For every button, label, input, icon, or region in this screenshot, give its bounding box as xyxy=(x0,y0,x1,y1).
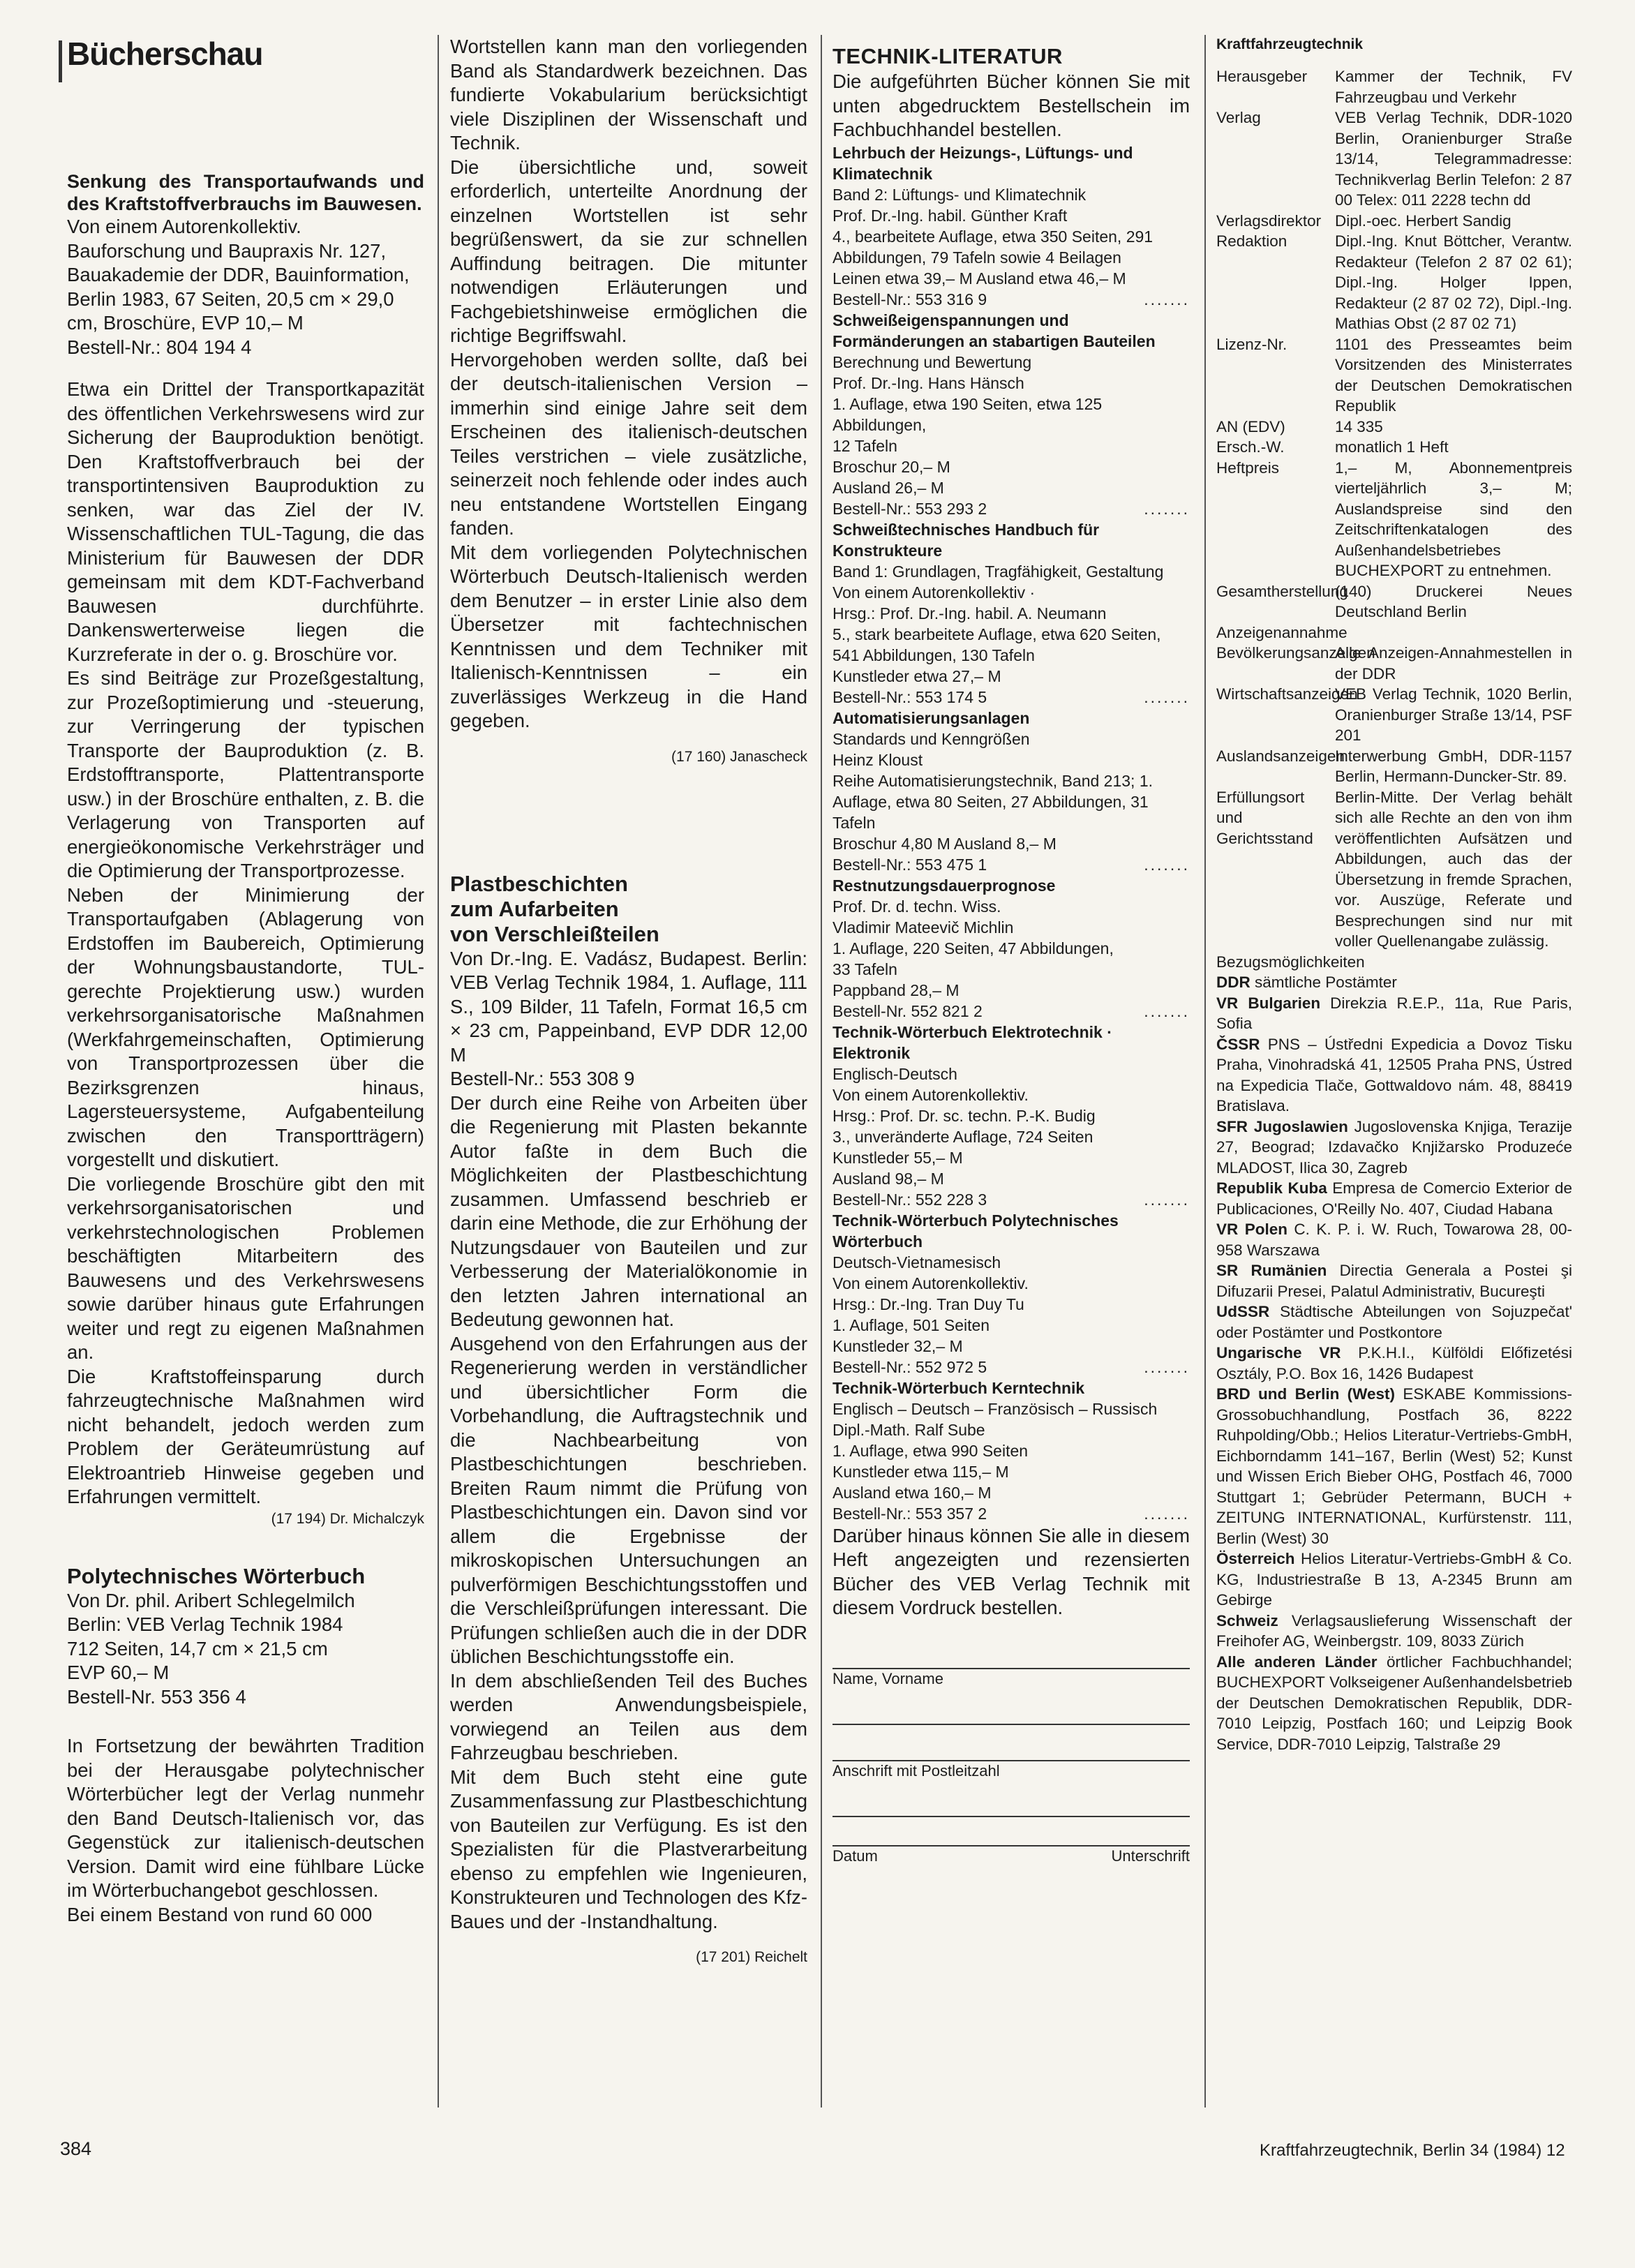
distributor-text: sämtliche Postämter xyxy=(1255,973,1397,991)
distributor-text: örtlicher Fachbuchhandel; BUCHEXPORT Volkseigener Außenhandelsbetrieb der Deutschen Demokratischen Republik, DDR-7010 Leipzig, Postfach 160; und Leipzig Book Service, DDR-7010 Leipzig, Talstraße 29 xyxy=(1216,1652,1573,1753)
review-order-number: Bestell-Nr.: 553 308 9 xyxy=(450,1068,635,1089)
review-body: Etwa ein Drittel der Transportkapazität des öffentlichen Verkehrswesens wird zur Sicherung der Bauproduktion benötigt. Den Kraftstoffverbrauch bei der transportintensiven Bauproduktion zu senken, war das Ziel der IV. Wissenschaftlichen TUL-Tagung, die das Ministerium für Bauwesen der DDR gemeinsam mit dem KDT-Fachverband Bauwesen durchführte. Dankenswerterweise liegen die Kurzreferate in der o. g. Broschüre vor. Es sind Beiträge zur Prozeßgestaltung, zur Prozeßoptimierung und -steuerung, zur Verringerung der typischen Transporte der Bauproduktion (z. B. Erdstofftransporte, Plattentransporte usw.) in der Broschüre enthalten, z. B. die Verlagerung von Transporten auf energieökonomische Verkehrsträger und die Optimierung der Transportprozesse. Neben der Minimierung der Transportaufgaben (Ablagerung von Erdstoffen im Baubereich, Optimierung der Wohnungsbaustandorte, TUL-gerechte Projektierung usw.) wurden verkehrsorganisatorische Maßnahmen (Werkfahrgemeinschaften, Optimierung von Transportprozessen über die Bezirksgrenzen hinaus, Lagersteuersysteme, Aufgabenteilung zwischen den Transportträgern) vorgestellt und diskutiert. Die vorliegende Broschüre gibt den mit verkehrsorganisatorischen und verkehrstechnologischen Problemen beschäftigten Mitarbeitern des Bauwesens und des Verkehrswesens sowie darüber hinaus gute Erfahrungen weiter und regt zu eigenen Maßnahmen an. Die Kraftstoffeinsparung durch fahrzeugtechnische Maßnahmen wird nicht behandelt, jedoch werden zum Problem der Geräteumrüstung auf Elektroantrieb Hinweise gegeben und Erfahrungen vermittelt. xyxy=(67,378,424,1507)
book-detail: Deutsch-Vietnamesisch xyxy=(833,1253,1001,1271)
book-detail: Broschur 20,– M xyxy=(833,457,950,476)
imprint-value: (140) Druckerei Neues Deutschland Berlin xyxy=(1335,582,1572,620)
book-detail: Reihe Automatisierungstechnik, Band 213; 1. Auflage, etwa 80 Seiten, 27 Abbildungen, 31 Tafeln xyxy=(833,771,1154,832)
name-field-label: Name, Vorname xyxy=(833,1669,943,1687)
date-label: Datum xyxy=(833,1847,878,1865)
distributor-text: PNS – Ústředni Expedicia a Dovoz Tisku Praha, Vinohradská 41, 12505 Praha PNS, Ústred na Expedicia Tlače, Gottwaldovo nám. 48, 88419 Bratislava. xyxy=(1216,1035,1572,1114)
subscription-entry xyxy=(1216,1034,1572,1117)
ads-table xyxy=(1216,643,1572,952)
book-detail: 1. Auflage, 220 Seiten, 47 Abbildungen, xyxy=(833,939,1114,957)
country-name: ČSSR xyxy=(1216,1035,1260,1053)
book-title: Technik-Wörterbuch Elektrotechnik · Elektronik xyxy=(833,1022,1112,1062)
country-name: DDR xyxy=(1216,973,1250,991)
book-order-number[interactable] xyxy=(833,1001,1190,1022)
subscription-entry xyxy=(1216,1178,1572,1219)
order-number-text: Bestell-Nr.: 552 972 5 xyxy=(833,1357,987,1376)
book-order-number[interactable] xyxy=(833,1503,1190,1524)
review-signature: (17 201) Reichelt xyxy=(696,1949,807,1965)
country-name: UdSSR xyxy=(1216,1303,1270,1320)
country-name: SFR Jugoslawien xyxy=(1216,1117,1348,1135)
book-detail: Dipl.-Math. Ralf Sube xyxy=(833,1420,985,1439)
book-detail: Pappband 28,– M xyxy=(833,980,960,999)
review-title: Senkung des Transportaufwands und des Kraftstoffverbrauchs im Bauwesen. xyxy=(67,171,424,214)
column-divider xyxy=(1204,35,1206,2107)
country-name: SR Rumänien xyxy=(1216,1262,1327,1279)
column-divider xyxy=(438,35,439,2107)
book-detail: Englisch-Deutsch xyxy=(833,1064,957,1083)
distributor-text: Direkzia R.E.P., 11a, Rue Paris, Sofia xyxy=(1216,994,1572,1032)
distributor-text: Directia Generala a Postei şi Difuzarii Presei, Palatul Administrativ, Bucureşti xyxy=(1216,1262,1572,1300)
review-signature: (17 160) Janascheck xyxy=(671,748,807,765)
distributor-text: Helios Literatur-Vertriebs-GmbH & Co. KG, Industriestraße B 13, A-2345 Brunn am Gebirge xyxy=(1216,1550,1572,1609)
book-detail: 12 Tafeln xyxy=(833,436,897,455)
imprint-value: Alle Anzeigen-Annahmestellen in der DDR xyxy=(1335,644,1572,682)
column-3 xyxy=(833,35,1190,1866)
book-detail: 1. Auflage, etwa 190 Seiten, etwa 125 Abbildungen, xyxy=(833,394,1103,434)
book-detail: 3., unveränderte Auflage, 724 Seiten xyxy=(833,1127,1093,1146)
imprint-key: Heftpreis xyxy=(1216,458,1280,477)
order-form-line[interactable] xyxy=(833,1636,1190,1669)
column-2 xyxy=(450,35,807,1967)
book-detail: 541 Abbildungen, 130 Tafeln xyxy=(833,646,1035,664)
imprint-key: Redaktion xyxy=(1216,232,1287,250)
intro-text: Die aufgeführten Bücher können Sie mit unten abgedrucktem Bestellschein im Fachbuchhandel bestellen. xyxy=(833,70,1190,140)
imprint-key: Verlag xyxy=(1216,109,1261,126)
review-meta: Von einem Autorenkollektiv. Bauforschung und Baupraxis Nr. 127, Bauakademie der DDR, Bauinformation, Berlin 1983, 67 Seiten, 20,5 cm × 29,0 cm, Broschüre, EVP 10,– M Bestell-Nr.: 804 194 4 xyxy=(67,216,410,358)
book-detail: Kunstleder 32,– M xyxy=(833,1336,963,1355)
order-number-text: Bestell-Nr.: 553 475 1 xyxy=(833,855,987,874)
order-number-text: Bestell-Nr.: 553 357 2 xyxy=(833,1504,987,1523)
country-name: BRD und Berlin (West) xyxy=(1216,1385,1396,1403)
book-entry xyxy=(833,1378,1190,1524)
imprint-key: Bevölkerungsanzeigen xyxy=(1216,644,1375,662)
order-quantity-field[interactable]: ....... xyxy=(1144,499,1190,518)
page-number: 384 xyxy=(60,2138,92,2159)
country-name: Ungarische VR xyxy=(1216,1344,1341,1361)
book-detail: Kunstleder 55,– M xyxy=(833,1148,963,1167)
review-signature: (17 194) Dr. Michalczyk xyxy=(271,1510,424,1527)
column-divider xyxy=(821,35,822,2107)
book-detail: Kunstleder etwa 27,– M xyxy=(833,666,1001,685)
distributor-text: ESKABE Kommissions-Grossobuchhandlung, Postfach 36, 8222 Ruhpolding/Obb.; Helios Literatur-Vertriebs-GmbH, Eichborndamm 141–167, Berlin (West) 52; Kunst und Wissen Erich Bieber OHG, Postfach 46, 7000 Stuttgart 1; Gebrüder Petermann, BUCH + ZEITUNG INTERNATIONAL, Kurfürstenstr. 111, Berlin (West) 30 xyxy=(1216,1385,1572,1547)
imprint-key: Verlagsdirektor xyxy=(1216,211,1322,230)
column-4 xyxy=(1216,35,1572,1754)
book-order-number[interactable] xyxy=(833,854,1190,875)
subscription-entry xyxy=(1216,1219,1572,1260)
imprint-title: Kraftfahrzeugtechnik xyxy=(1216,36,1364,52)
book-entry xyxy=(833,1022,1190,1210)
book-detail: Kunstleder etwa 115,– M xyxy=(833,1462,1009,1481)
order-quantity-field[interactable]: ....... xyxy=(1144,1357,1190,1376)
review-body-continued: Wortstellen kann man den vorliegenden Band als Standardwerk bezeichnen. Das fundierte Vokabularium berücksichtigt viele Disziplinen der Wissenschaft und Technik. Die übersichtliche und, soweit erforderlich, unterteilte Anordnung der einzelnen Wortstellen ist sehr begrüßenswert, da sie zur schnellen Auffindung beitragen. Die mitunter notwendigen Erläuterungen und Fachgebietshinweise ermöglichen die richtige Begriffswahl. Hervorgehoben werden sollte, daß bei der deutsch-italienischen Version – immerhin sind einige Jahre seit dem Erscheinen des italienisch-deutschen Teiles verstrichen – viele zusätzliche, seinerzeit noch fehlende oder indes auch neu entstandene Wortstellen Eingang fanden. Mit dem vorliegenden Polytechnischen Wörterbuch Deutsch-Italienisch werden dem Benutzer – in erster Linie also dem Übersetzer mit fachtechnischen Kenntnissen und dem Techniker mit Italienisch-Kenntnissen – ein zuverlässiges Werkzeug in die Hand gegeben. xyxy=(450,36,807,731)
date-signature-line[interactable] xyxy=(833,1820,1190,1847)
country-name: VR Polen xyxy=(1216,1221,1287,1238)
book-detail: Ausland etwa 160,– M xyxy=(833,1483,992,1502)
subscription-entry xyxy=(1216,1301,1572,1343)
subscription-entry xyxy=(1216,1611,1572,1652)
book-detail: Prof. Dr.-Ing. habil. Günther Kraft xyxy=(833,206,1068,225)
imprint-value: 1101 des Presseamtes beim Vorsitzenden des Ministerrates der Deutschen Demokratischen Republik xyxy=(1335,335,1572,415)
book-order-number[interactable] xyxy=(833,289,1190,310)
address-field-line[interactable] xyxy=(833,1784,1190,1817)
book-detail: Leinen etwa 39,– M Ausland etwa 46,– M xyxy=(833,269,1126,288)
imprint-key: Wirtschaftsanzeigen xyxy=(1216,685,1358,703)
imprint-table xyxy=(1216,66,1572,622)
order-quantity-field[interactable]: ....... xyxy=(1144,1001,1190,1020)
book-entry xyxy=(833,875,1190,1022)
imprint-key: Erfüllungsort und Gerichtsstand xyxy=(1216,788,1313,847)
book-title: Technik-Wörterbuch Kerntechnik xyxy=(833,1378,1085,1397)
book-detail: Von einem Autorenkollektiv · xyxy=(833,583,1036,602)
book-detail: Ausland 98,– M xyxy=(833,1169,944,1188)
order-quantity-field[interactable]: ....... xyxy=(1144,1190,1190,1209)
imprint-key: Ersch.-W. xyxy=(1216,438,1285,456)
book-detail: Von einem Autorenkollektiv. xyxy=(833,1274,1029,1292)
distributor-text: Verlagsauslieferung Wissenschaft der Freihofer AG, Weinbergstr. 109, 8033 Zürich xyxy=(1216,1611,1572,1650)
ads-heading: Anzeigenannahme xyxy=(1216,623,1347,641)
book-order-number[interactable] xyxy=(833,1357,1190,1378)
review-title: Polytechnisches Wörterbuch xyxy=(67,1563,366,1588)
signature-label: Unterschrift xyxy=(1111,1847,1190,1865)
order-quantity-field[interactable]: ....... xyxy=(1144,855,1190,874)
book-detail: Englisch – Deutsch – Französisch – Russisch xyxy=(833,1399,1158,1418)
subscription-entry xyxy=(1216,1384,1572,1549)
book-detail: Broschur 4,80 M Ausland 8,– M xyxy=(833,834,1057,853)
journal-reference: Kraftfahrzeugtechnik, Berlin 34 (1984) 12 xyxy=(1260,2141,1565,2160)
book-detail: Hrsg.: Prof. Dr. sc. techn. P.-K. Budig xyxy=(833,1106,1096,1125)
outro-text: Darüber hinaus können Sie alle in diesem Heft angezeigten und rezensierten Bücher des VEB Verlag Technik mit diesem Vordruck bestellen. xyxy=(833,1524,1190,1618)
imprint-value: Dipl.-Ing. Knut Böttcher, Verantw. Redakteur (Telefon 2 87 02 61); Dipl.-Ing. Holger Ippen, Redakteur (2 87 02 72), Dipl.-Ing. Mathias Obst (2 87 02 71) xyxy=(1335,232,1572,332)
imprint-key: Herausgeber xyxy=(1216,68,1308,85)
imprint-value: VEB Verlag Technik, 1020 Berlin, Oranienburger Straße 13/14, PSF 201 xyxy=(1335,685,1572,744)
distributor-text: Städtische Abteilungen von Sojuzpečat' oder Postämter und Postkontore xyxy=(1216,1303,1572,1341)
subscription-list xyxy=(1216,972,1572,1754)
review-meta: Von Dr. phil. Aribert Schlegelmilch Berlin: VEB Verlag Technik 1984 712 Seiten, 14,7 cm × 21,5 cm EVP 60,– M Bestell-Nr. 553 356 4 xyxy=(67,1589,355,1708)
subscription-entry xyxy=(1216,1260,1572,1301)
order-quantity-field[interactable]: ....... xyxy=(1144,687,1190,706)
subscription-entry xyxy=(1216,1117,1572,1179)
book-title: Restnutzungsdauerprognose xyxy=(833,876,1056,895)
book-order-number[interactable] xyxy=(833,1189,1190,1210)
book-entry xyxy=(833,519,1190,708)
book-entry xyxy=(833,1210,1190,1378)
address-field[interactable] xyxy=(833,1728,1190,1761)
book-entry xyxy=(833,708,1190,875)
book-order-number[interactable] xyxy=(833,498,1190,519)
review-body: Der durch eine Reihe von Arbeiten über die Regenierung mit Plasten bekannte Autor faßte in dem Buch die Möglichkeiten der Plastbeschichtung zusammen. Umfassend beschrieb er darin eine Methode, die zur Erhöhung der Nutzungsdauer von Bauteilen und zur Verbesserung der Materialökonomie in den letzten Jahren international an Bedeutung gewonnen hat. Ausgehend von den Erfahrungen aus der Regenerierung werden in verständlicher und übersichtlicher Form die Vorbehandlung, die Auftragstechnik und die Nachbearbeitung von Plastbeschichtungen beschrieben. Breiten Raum nimmt die Prüfung von Plastbeschichtungen ein. Davon sind vor allem die Ergebnisse der mikroskopischen Untersuchungen an pulverförmigen Beschichtungsstoffen und die Verschleißprüfungen interessant. Die Prüfungen schließen auch die in der DDR üblichen Beschichtungsstoffe ein. In dem abschließenden Teil des Buches werden Anwendungsbeispiele, vorwiegend an Teilen aus dem Fahrzeugbau beschrieben. Mit dem Buch steht eine gute Zusammenfassung zur Plastbeschichtung von Bauteilen zur Verfügung. Es ist den Spezialisten für die Plastverarbeitung ebenso zu empfehlen wie Ingenieuren, Konstrukteuren und Technologen des Kfz-Baues und der -Instandhaltung. xyxy=(450,1091,807,1932)
book-detail: Standards und Kenngrößen xyxy=(833,729,1030,748)
book-detail: Berechnung und Bewertung xyxy=(833,352,1032,371)
book-detail: Von einem Autorenkollektiv. xyxy=(833,1085,1029,1104)
book-title: Schweißtechnisches Handbuch für Konstrukteure xyxy=(833,520,1100,560)
book-detail: 33 Tafeln xyxy=(833,960,897,978)
book-list xyxy=(833,142,1190,1524)
country-name: Alle anderen Länder xyxy=(1216,1652,1378,1671)
book-order-number[interactable] xyxy=(833,687,1190,708)
order-number-text: Bestell-Nr.: 553 174 5 xyxy=(833,687,987,706)
subscription-entry xyxy=(1216,1549,1572,1611)
imprint-key: Gesamtherstellung xyxy=(1216,582,1348,600)
order-quantity-field[interactable]: ....... xyxy=(1144,1504,1190,1523)
imprint-value: Interwerbung GmbH, DDR-1157 Berlin, Hermann-Duncker-Str. 89. xyxy=(1335,747,1572,785)
imprint-key: AN (EDV) xyxy=(1216,417,1285,435)
order-number-text: Bestell-Nr.: 553 293 2 xyxy=(833,499,987,518)
distributor-text: Jugoslovenska Knjiga, Terazije 27, Beograd; Izdavačko Knjižarsko Produzeće MLADOST, Ilica 30, Zagreb xyxy=(1216,1117,1572,1177)
review-body: In Fortsetzung der bewährten Tradition bei der Herausgabe polytechnischer Wörterbücher legt der Verlag nunmehr den Band Deutsch-Italienisch vor, das Gegenstück zur italienisch-deutschen Version. Damit wird eine fühlbare Lücke im Wörterbuchangebot geschlossen. Bei einem Bestand von rund 60 000 xyxy=(67,1735,424,1925)
subscription-heading: Bezugsmöglichkeiten xyxy=(1216,953,1365,971)
book-detail: Hrsg.: Dr.-Ing. Tran Duy Tu xyxy=(833,1295,1024,1313)
subscription-entry xyxy=(1216,1343,1572,1384)
country-name: Republik Kuba xyxy=(1216,1179,1327,1197)
book-detail: 1. Auflage, etwa 990 Seiten xyxy=(833,1441,1029,1460)
book-title: Automatisierungsanlagen xyxy=(833,708,1030,727)
imprint-key: Auslandsanzeigen xyxy=(1216,747,1345,765)
imprint-value: monatlich 1 Heft xyxy=(1335,438,1449,456)
book-detail: 4., bearbeitete Auflage, etwa 350 Seiten, 291 Abbildungen, 79 Tafeln sowie 4 Beilagen xyxy=(833,227,1154,267)
book-detail: Prof. Dr. d. techn. Wiss. xyxy=(833,897,1001,916)
book-detail: Heinz Kloust xyxy=(833,750,923,769)
book-detail: Ausland 26,– M xyxy=(833,478,944,497)
book-detail: 1. Auflage, 501 Seiten xyxy=(833,1315,990,1334)
book-entry xyxy=(833,310,1190,519)
subscription-entry xyxy=(1216,1652,1572,1755)
country-name: Schweiz xyxy=(1216,1611,1278,1629)
imprint-value: Kammer der Technik, FV Fahrzeugbau und Verkehr xyxy=(1335,68,1572,106)
order-number-text: Bestell-Nr. 552 821 2 xyxy=(833,1001,983,1020)
country-name: VR Bulgarien xyxy=(1216,994,1321,1012)
distributor-text: P.K.H.I., Külföldi Előfizetési Osztály, P.O. Box 16, 1426 Budapest xyxy=(1216,1344,1572,1382)
column-1 xyxy=(67,35,424,1927)
book-detail: Vladimir Mateevič Michlin xyxy=(833,918,1014,937)
address-field-label: Anschrift mit Postleitzahl xyxy=(833,1761,1000,1780)
order-quantity-field[interactable]: ....... xyxy=(1144,290,1190,308)
header-accent-bar xyxy=(59,40,62,82)
book-title: Schweißeigenspannungen und Formänderungen an stabartigen Bauteilen xyxy=(833,311,1156,350)
imprint-value: Berlin-Mitte. Der Verlag behält sich alle Rechte an den von ihm veröffentlichten Aufsätzen und Abbildungen, auch das der Übersetzung in fremde Sprachen, vor. Auszüge, Referate und Besprechungen sind nur mit voller Quellenangabe zulässig. xyxy=(1335,788,1572,950)
book-title: Lehrbuch der Heizungs-, Lüftungs- und Klimatechnik xyxy=(833,143,1133,183)
book-entry xyxy=(833,142,1190,310)
order-number-text: Bestell-Nr.: 552 228 3 xyxy=(833,1190,987,1209)
book-detail: Band 1: Grundlagen, Tragfähigkeit, Gestaltung xyxy=(833,562,1164,581)
review-meta: Von Dr.-Ing. E. Vadász, Budapest. Berlin: VEB Verlag Technik 1984, 1. Auflage, 111 S., 109 Bilder, 11 Tafeln, Format 16,5 cm × 23 cm, Pappeinband, EVP DDR 12,00 M xyxy=(450,947,807,1066)
subscription-entry xyxy=(1216,972,1572,993)
distributor-text: C. K. P. i. W. Ruch, Towarowa 28, 00-958 Warszawa xyxy=(1216,1221,1572,1259)
book-detail: Hrsg.: Prof. Dr.-Ing. habil. A. Neumann xyxy=(833,604,1107,622)
name-field[interactable] xyxy=(833,1692,1190,1725)
imprint-value: 14 335 xyxy=(1335,417,1383,435)
order-number-text: Bestell-Nr.: 553 316 9 xyxy=(833,290,987,308)
imprint-key: Lizenz-Nr. xyxy=(1216,335,1287,353)
book-detail: Band 2: Lüftungs- und Klimatechnik xyxy=(833,185,1087,204)
book-detail: 5., stark bearbeitete Auflage, etwa 620 Seiten, xyxy=(833,625,1161,643)
book-detail: Prof. Dr.-Ing. Hans Hänsch xyxy=(833,373,1024,392)
section-title: Bücherschau xyxy=(67,36,263,72)
imprint-value: Dipl.-oec. Herbert Sandig xyxy=(1335,211,1511,230)
imprint-value: 1,– M, Abonnementpreis vierteljährlich 3,– M; Auslandspreise sind den Zeitschriftenkatalogen des Außenhandelsbetriebes BUCHEXPORT zu entnehmen. xyxy=(1335,458,1572,579)
imprint-value: VEB Verlag Technik, DDR-1020 Berlin, Oranienburger Straße 13/14, Telegrammadresse: Technikverlag Berlin Telefon: 2 87 00 Telex: 011 2228 techn dd xyxy=(1335,109,1572,209)
distributor-text: Empresa de Comercio Exterior de Publicaciones, O'Reilly No. 407, Ciudad Habana xyxy=(1216,1179,1572,1218)
review-title: Plastbeschichten zum Aufarbeiten von Verschleißteilen xyxy=(450,871,659,946)
date-signature-labels xyxy=(833,1847,1190,1866)
country-name: Österreich xyxy=(1216,1550,1295,1567)
book-title: Technik-Wörterbuch Polytechnisches Wörterbuch xyxy=(833,1211,1119,1251)
subscription-entry xyxy=(1216,993,1572,1034)
section-title: TECHNIK-LITERATUR xyxy=(833,44,1063,68)
